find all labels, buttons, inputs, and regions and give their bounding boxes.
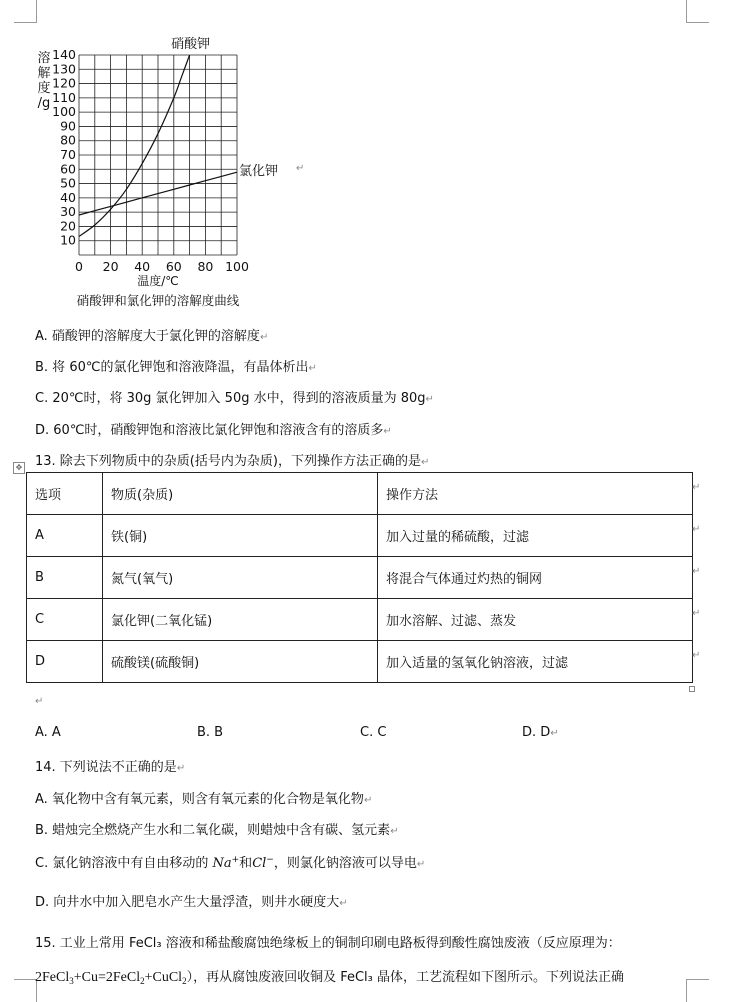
series-line-kno3 [79, 55, 190, 236]
question-15-line-2: 2FeCl$_3$+Cu=2FeCl$_2$+CuCl$_2$），再从腐蚀废液回收铜及 FeCl₃ 晶体，工艺流程如下图所示。下列说法正确 [35, 970, 624, 986]
x-tick-label: 0 [75, 259, 83, 274]
y-tick-label: 140 [52, 47, 76, 62]
choice-13-c: C. C [360, 725, 387, 740]
table-cell: 加入适量的氢氧化钠溶液，过滤 [378, 641, 693, 683]
x-tick-label: 60 [165, 259, 182, 274]
impurity-table [26, 472, 693, 683]
x-tick-label: 20 [102, 259, 119, 274]
y-tick-label: 90 [60, 118, 76, 134]
table-cell: 加水溶解、过滤、蒸发 [378, 599, 693, 641]
series-label-kcl: 氯化钾 [239, 164, 279, 180]
table-cell: 加入过量的稀硫酸，过滤 [378, 515, 693, 557]
y-axis-label-char: 溶 [37, 51, 51, 66]
chart-title: 硝酸钾和氯化钾的溶解度曲线 [76, 293, 240, 308]
table-cell: A [27, 515, 103, 557]
y-tick-label: 80 [60, 132, 76, 148]
y-tick-label: 100 [52, 104, 76, 120]
table-row [27, 641, 693, 683]
option-12-c: C. 20℃时，将 30g 氯化钾加入 50g 水中，得到的溶液质量为 80g↵ [35, 391, 434, 406]
table-cell: 将混合气体通过灼热的铜网 [378, 557, 693, 599]
y-tick-label: 10 [60, 232, 76, 248]
solubility-chart [28, 30, 328, 315]
table-move-handle[interactable]: ✥ [13, 462, 25, 474]
table-row [27, 557, 693, 599]
table-row [27, 599, 693, 641]
y-axis-label-char: 度 [37, 81, 51, 96]
x-tick-label: 40 [134, 259, 151, 274]
crop-mark-bottom-left [14, 979, 37, 1002]
choice-13-b: B. B [197, 725, 224, 740]
y-tick-label: 20 [60, 218, 76, 234]
x-tick-label: 100 [225, 259, 249, 274]
x-axis-label: 温度/℃ [137, 274, 179, 288]
reaction-equation: 2FeCl$_3$+Cu=2FeCl$_2$+CuCl$_2$ [35, 970, 187, 986]
y-tick-labels [52, 47, 76, 248]
y-tick-label: 50 [60, 175, 76, 191]
option-12-a: A. 硝酸钾的溶解度大于氯化钾的溶解度↵ [35, 329, 269, 344]
header-option: 选项 [27, 473, 103, 515]
table-cell: 氮气(氧气) [103, 557, 378, 599]
option-14-a: A. 氧化物中含有氧元素，则含有氧元素的化合物是氧化物↵ [35, 792, 373, 807]
crop-mark-top-left [14, 0, 37, 23]
row-end-mark: ↵ [692, 566, 701, 577]
y-tick-label: 30 [60, 204, 76, 220]
table-cell: 铁(铜) [103, 515, 378, 557]
row-end-mark: ↵ [692, 650, 701, 661]
option-14-d: D. 向井水中加入肥皂水产生大量浮渣，则井水硬度大↵ [35, 895, 348, 910]
choice-13-d: D. D↵ [522, 725, 559, 740]
x-tick-labels [75, 259, 249, 274]
series-label-kno3: 硝酸钾 [171, 37, 211, 52]
header-substance: 物质(杂质) [103, 473, 378, 515]
paragraph-mark: ↵ [35, 696, 44, 707]
option-14-c: C. 氯化钠溶液中有自由移动的 Na+和Cl−，则氯化钠溶液可以导电↵ [35, 855, 426, 871]
y-tick-label: 110 [52, 89, 76, 105]
table-cell: 氯化钾(二氧化锰) [103, 599, 378, 641]
series-labels [171, 36, 278, 179]
table-row [27, 515, 693, 557]
y-tick-label: 120 [52, 75, 76, 91]
row-end-mark: ↵ [692, 482, 701, 493]
table-cell: D [27, 641, 103, 683]
row-end-mark: ↵ [692, 524, 701, 535]
y-tick-label: 130 [52, 61, 76, 77]
y-axis-label-char: 解 [37, 66, 51, 81]
question-13-stem: 13. 除去下列物质中的杂质(括号内为杂质)，下列操作方法正确的是↵ [35, 454, 430, 469]
crop-mark-top-right [686, 0, 709, 23]
option-14-b: B. 蜡烛完全燃烧产生水和二氧化碳，则蜡烛中含有碳、氢元素↵ [35, 823, 399, 838]
y-axis-label-char: /g [37, 96, 51, 111]
y-tick-label: 40 [60, 189, 76, 205]
y-axis-label [37, 50, 50, 111]
table-header-row [27, 473, 693, 515]
crop-mark-bottom-right [686, 979, 709, 1002]
question-14-stem: 14. 下列说法不正确的是↵ [35, 760, 186, 775]
option-12-b: B. 将 60℃的氯化钾饱和溶液降温，有晶体析出↵ [35, 360, 317, 375]
question-15-line-1: 15. 工业上常用 FeCl₃ 溶液和稀盐酸腐蚀绝缘板上的铜制印刷电路板得到酸性腐蚀废液（反应原理为： [35, 936, 621, 951]
x-tick-label: 80 [197, 259, 214, 274]
table-resize-handle[interactable] [689, 686, 695, 692]
option-12-d: D. 60℃时，硝酸钾饱和溶液比氯化钾饱和溶液含有的溶质多↵ [35, 423, 392, 438]
y-tick-label: 60 [60, 161, 76, 177]
paragraph-mark: ↵ [296, 163, 305, 174]
table-cell: 硫酸镁(硫酸铜) [103, 641, 378, 683]
chart-grid [79, 55, 237, 255]
table-cell: C [27, 599, 103, 641]
header-method: 操作方法 [378, 473, 693, 515]
row-end-mark: ↵ [692, 608, 701, 619]
y-tick-label: 70 [60, 147, 76, 162]
table-cell: B [27, 557, 103, 599]
choice-13-a: A. A [35, 725, 61, 740]
